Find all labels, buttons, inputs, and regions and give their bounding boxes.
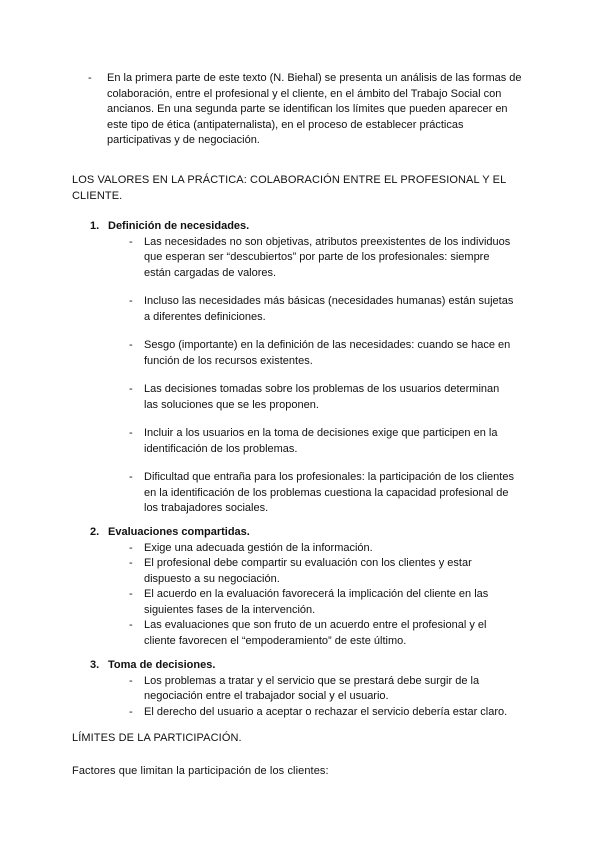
list-item-text: Los problemas a tratar y el servicio que se prestará debe surgir de la negociación entre el trabajador social y el usuario.: [144, 674, 480, 702]
section-decision-making: [90, 658, 530, 720]
section-title-text: Toma de decisiones.: [108, 659, 216, 671]
list-item: [90, 470, 516, 517]
list-item: [90, 235, 516, 282]
section-shared-evaluations: [90, 525, 530, 649]
intro-text: En la primera parte de este texto (N. Biehal) se presenta un análisis de las formas de colaboración, entre el profesional y el cliente, en el ámbito del Trabajo Social con ancianos. En una segunda parte se identifican los límites que pueden aparecer en este tipo de ética (antipaternalista), en el proceso de establecer prácticas participativas y de negociación.: [107, 72, 522, 146]
list-item: [90, 674, 516, 705]
bullet-dash: -: [129, 619, 133, 631]
list-item-text: Incluir a los usuarios en la toma de decisiones exige que participen en la identificación de los problemas.: [144, 427, 498, 455]
bullet-dash: -: [129, 295, 133, 307]
list-item: [90, 705, 516, 721]
list-item: [90, 556, 516, 587]
section-number: 2.: [90, 526, 100, 538]
list-item-text: Incluso las necesidades más básicas (necesidades humanas) están sujetas a diferentes definiciones.: [144, 295, 514, 323]
intro-paragraph: [90, 71, 530, 149]
list-item-text: El derecho del usuario a aceptar o rechazar el servicio debería estar claro.: [144, 705, 508, 718]
list-item: [90, 618, 516, 649]
section-number: 3.: [90, 659, 100, 671]
bullet-dash: -: [129, 674, 133, 687]
bullet-dash: -: [129, 541, 133, 554]
section-title: [90, 219, 530, 235]
section-needs: [90, 219, 530, 517]
bullet-dash: -: [129, 339, 133, 351]
list-item-text: Las decisiones tomadas sobre los problemas de los usuarios determinan las soluciones que se les proponen.: [144, 383, 500, 411]
list-item-text: Las evaluaciones que son fruto de un acuerdo entre el profesional y el cliente favorecen el “empoderamiento” de este último.: [144, 619, 487, 647]
section-title: [90, 658, 530, 674]
factors-line: Factores que limitan la participación de los clientes:: [72, 765, 329, 777]
list-item: [90, 294, 516, 325]
bullet-dash: -: [129, 471, 133, 483]
list-item: [90, 426, 516, 457]
bullet-dash: -: [129, 588, 133, 600]
section-heading-limits: LÍMITES DE LA PARTICIPACIÓN.: [72, 732, 242, 744]
section-title-text: Evaluaciones compartidas.: [108, 526, 250, 538]
list-item: [90, 338, 516, 369]
section-heading-values: LOS VALORES EN LA PRÁCTICA: COLABORACIÓN ENTRE EL PROFESIONAL Y EL CLIENTE.: [72, 174, 506, 202]
bullet-dash: -: [129, 235, 133, 248]
list-item: [90, 587, 516, 618]
list-item-text: Las necesidades no son objetivas, atributos preexistentes de los individuos que esperan ser “descubiertos” por parte de los profesionales: siempre están cargadas de valores.: [144, 235, 511, 279]
bullet-dash: -: [88, 72, 92, 84]
bullet-dash: -: [129, 557, 133, 569]
list-item-text: El acuerdo en la evaluación favorecerá la implicación del cliente en las siguientes fases de la intervención.: [144, 588, 489, 616]
section-number: 1.: [90, 220, 100, 232]
bullet-dash: -: [129, 427, 133, 439]
list-item-text: Sesgo (importante) en la definición de las necesidades: cuando se hace en función de los recursos existentes.: [144, 339, 511, 367]
list-item-text: Dificultad que entraña para los profesionales: la participación de los clientes en la identificación de los problemas cuestiona la capacidad profesional de los trabajadores sociales.: [144, 471, 514, 514]
section-title: [90, 525, 530, 541]
list-item: [90, 382, 516, 413]
list-item-text: Exige una adecuada gestión de la información.: [144, 541, 373, 554]
list-item: [90, 541, 516, 557]
list-item-text: El profesional debe compartir su evaluación con los clientes y estar dispuesto a su negociación.: [144, 557, 472, 585]
bullet-dash: -: [129, 705, 133, 718]
bullet-dash: -: [129, 383, 133, 395]
section-title-text: Definición de necesidades.: [108, 220, 250, 232]
